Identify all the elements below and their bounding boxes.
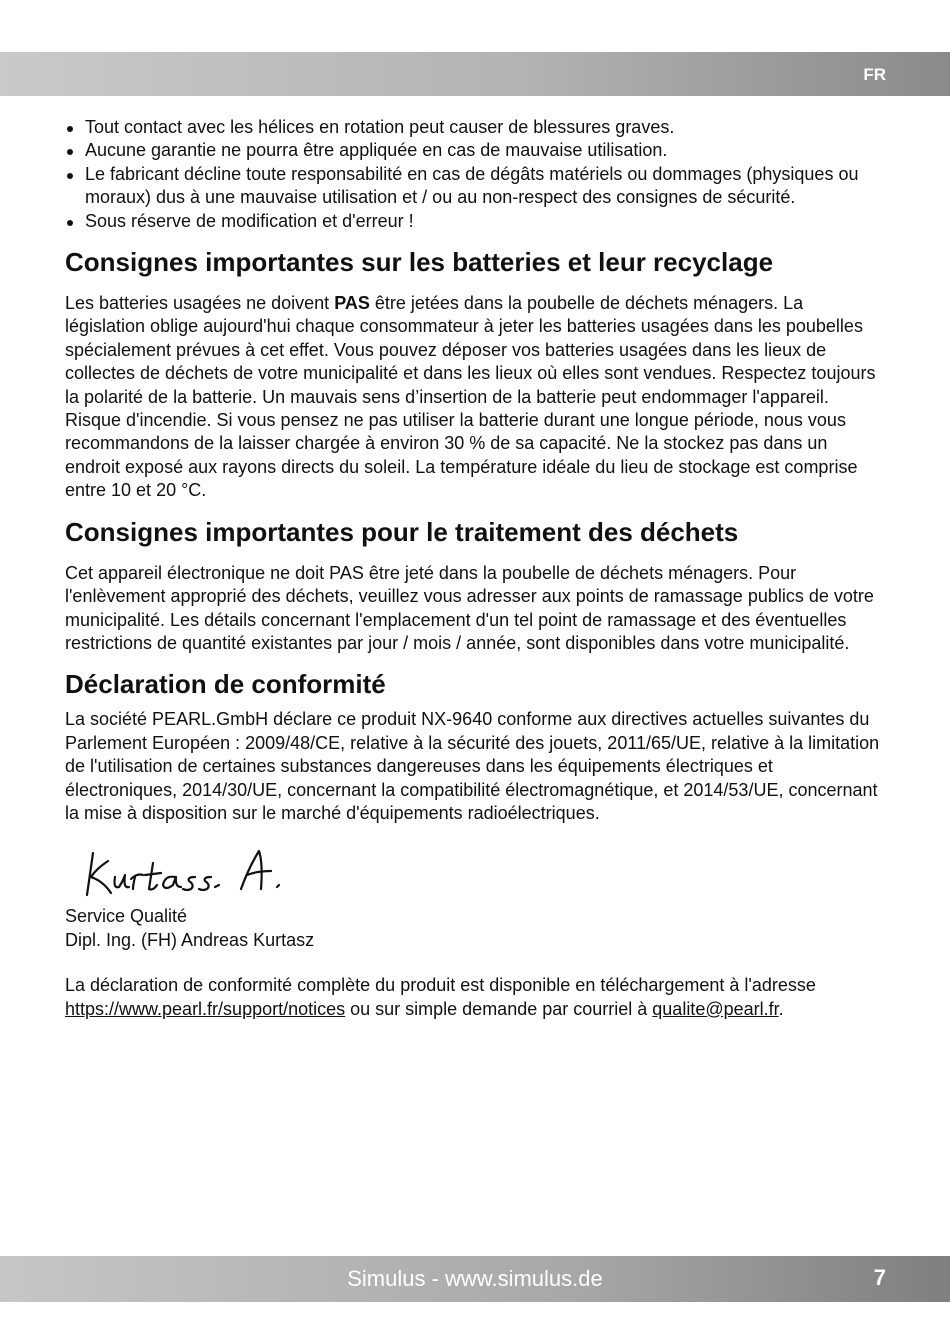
batteries-heading: Consignes importantes sur les batteries et leur recyclage	[65, 247, 774, 278]
batteries-text-bold: PAS	[334, 293, 370, 314]
footer-band	[0, 1256, 950, 1302]
email-link[interactable]: qualite@pearl.fr	[652, 998, 779, 1019]
bullet-item: Le fabricant décline toute responsabilité en cas de dégâts matériels ou dommages (physiques ou moraux) dus à une mauvaise utilisation et / ou au non-respect des consignes de sécurité.	[65, 163, 885, 210]
bullet-item: Tout contact avec les hélices en rotation peut causer de blessures graves.	[65, 116, 885, 139]
conformity-paragraph: La société PEARL.GmbH déclare ce produit NX-9640 conforme aux directives actuelles suivantes du Parlement Européen : 2009/48/CE, relative à la sécurité des jouets, 2011/65/UE, relative à la limitation de l'utilisation de certaines substances dangereuses dans les équipements électriques et électroniques, 2014/30/UE, concernant la compatibilité électromagnétique, et 2014/53/UE, concernant la mise à disposition sur le marché d'équipements radioélectriques.	[65, 709, 880, 823]
footer-website-text: Simulus - www.simulus.de	[347, 1266, 603, 1291]
batteries-paragraph	[65, 292, 885, 503]
availability-text-start: La déclaration de conformité complète du produit est disponible en téléchargement à l'adresse	[65, 975, 816, 996]
language-label: FR	[863, 65, 886, 84]
signer-role: Service Qualité	[65, 906, 188, 927]
availability-paragraph	[65, 974, 885, 1021]
availability-text-middle: ou sur simple demande par courriel à	[345, 998, 653, 1019]
notices-link[interactable]: https://www.pearl.fr/support/notices	[65, 998, 346, 1019]
availability-text-end: .	[778, 998, 784, 1019]
safety-bullet-list	[65, 116, 885, 233]
batteries-text-end: être jetées dans la poubelle de déchets ménagers. La législation oblige aujourd'hui chaque consommateur à jeter les batteries usagées dans les poubelles spécialement prévues à cet effet. Vous pouvez déposer vos batteries usagées dans les lieux de collectes de déchets de votre municipalité et dans les lieux où elles sont vendues. Respectez toujours la polarité de la batterie. Un mauvais sens d’insertion de la batterie peut endommager l'appareil. Risque d'incendie. Si vous pensez ne pas utiliser la batterie durant une longue période, nous vous recommandons de la laisser chargée à environ 30 % de sa capacité. Ne la stockez pas dans un endroit exposé aux rayons directs du soleil. La température idéale du lieu de stockage est comprise entre 10 et 20 °C.	[65, 293, 876, 501]
batteries-text-start: Les batteries usagées ne doivent	[65, 293, 335, 314]
header-band	[0, 52, 950, 96]
signature-image	[63, 833, 323, 903]
bullet-item: Sous réserve de modification et d'erreur !	[65, 210, 885, 233]
waste-paragraph: Cet appareil électronique ne doit PAS être jeté dans la poubelle de déchets ménagers. Pour l'enlèvement approprié des déchets, veuillez vous adresser aux points de ramassage publics de votre municipalité. Les détails concernant l'emplacement d'un tel point de ramassage et des éventuelles restrictions de quantité existantes par jour / mois / année, sont disponibles dans votre municipalité.	[65, 562, 874, 653]
page-content	[65, 116, 885, 1021]
waste-heading: Consignes importantes pour le traitement des déchets	[65, 516, 739, 547]
signer-name: Dipl. Ing. (FH) Andreas Kurtasz	[65, 929, 315, 950]
bullet-item: Aucune garantie ne pourra être appliquée en cas de mauvaise utilisation.	[65, 139, 885, 162]
spacer	[65, 952, 885, 974]
page-number: 7	[873, 1265, 886, 1290]
conformity-heading: Déclaration de conformité	[65, 669, 386, 700]
